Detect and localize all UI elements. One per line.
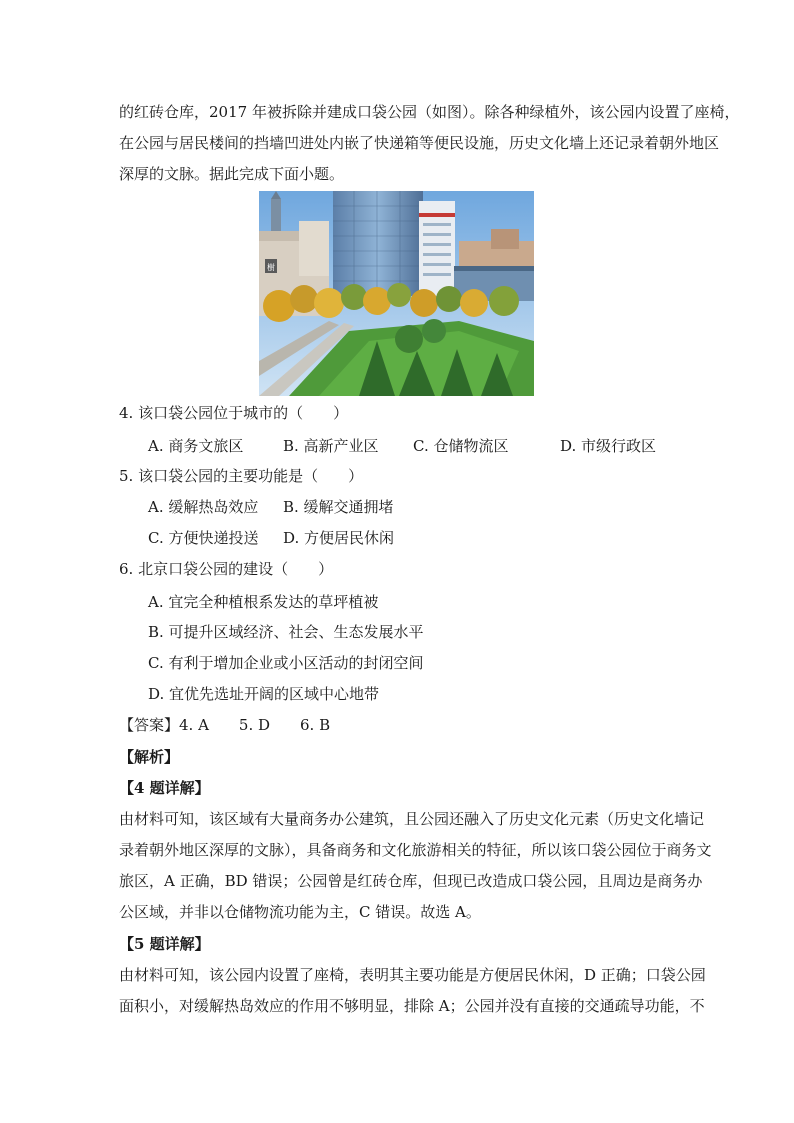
detail-4-line-1: 由材料可知，该区域有大量商务办公建筑，且公园还融入了历史文化元素（历史文化墙记 <box>119 810 705 828</box>
detail-5-line-2: 面积小，对缓解热岛效应的作用不够明显，排除 A；公园并没有直接的交通疏导功能，不 <box>119 997 705 1015</box>
detail-4-heading: 【4 题详解】 <box>119 779 210 797</box>
building-sign-text: 樹 <box>267 263 275 272</box>
detail-4-line-3: 旅区，A 正确，BD 错误；公园曾是红砖仓库，但现已改造成口袋公园，且周边是商务办 <box>119 872 703 890</box>
q5-option-d: D. 方便居民休闲 <box>283 529 395 547</box>
analysis-heading: 【解析】 <box>119 748 180 766</box>
answer-line: 【答案】4. A 5. D 6. B <box>119 716 331 734</box>
q5-option-a: A. 缓解热岛效应 <box>148 498 259 516</box>
question-6-stem: 6. 北京口袋公园的建设（ ） <box>119 560 334 578</box>
detail-4-line-4: 公区域，并非以仓储物流功能为主，C 错误。故选 A。 <box>119 903 481 921</box>
detail-5-heading: 【5 题详解】 <box>119 935 210 953</box>
q4-option-c: C. 仓储物流区 <box>413 437 509 455</box>
q5-option-b: B. 缓解交通拥堵 <box>283 498 394 516</box>
question-4-stem: 4. 该口袋公园位于城市的（ ） <box>119 404 349 422</box>
q4-option-a: A. 商务文旅区 <box>148 437 244 455</box>
question-5-stem: 5. 该口袋公园的主要功能是（ ） <box>119 467 364 485</box>
intro-line-2: 在公园与居民楼间的挡墙凹进处内嵌了快递箱等便民设施，历史文化墙上还记录着朝外地区 <box>119 134 720 152</box>
q5-option-c: C. 方便快递投送 <box>148 529 259 547</box>
pocket-park-photo <box>259 191 534 396</box>
q6-option-d: D. 宜优先选址开阔的区域中心地带 <box>148 685 380 703</box>
intro-line-3: 深厚的文脉。据此完成下面小题。 <box>119 165 345 183</box>
detail-4-line-2: 录着朝外地区深厚的文脉），具备商务和文化旅游相关的特征，所以该口袋公园位于商务文 <box>119 841 712 859</box>
q6-option-b: B. 可提升区域经济、社会、生态发展水平 <box>148 623 424 641</box>
q4-option-b: B. 高新产业区 <box>283 437 379 455</box>
intro-line-1: 的红砖仓库，2017 年被拆除并建成口袋公园（如图）。除各种绿植外，该公园内设置了座椅， <box>119 103 740 121</box>
q6-option-c: C. 有利于增加企业或小区活动的封闭空间 <box>148 654 424 672</box>
q6-option-a: A. 宜完全种植根系发达的草坪植被 <box>148 593 379 611</box>
q4-option-d: D. 市级行政区 <box>560 437 657 455</box>
detail-5-line-1: 由材料可知，该公园内设置了座椅，表明其主要功能是方便居民休闲，D 正确；口袋公园 <box>119 966 706 984</box>
